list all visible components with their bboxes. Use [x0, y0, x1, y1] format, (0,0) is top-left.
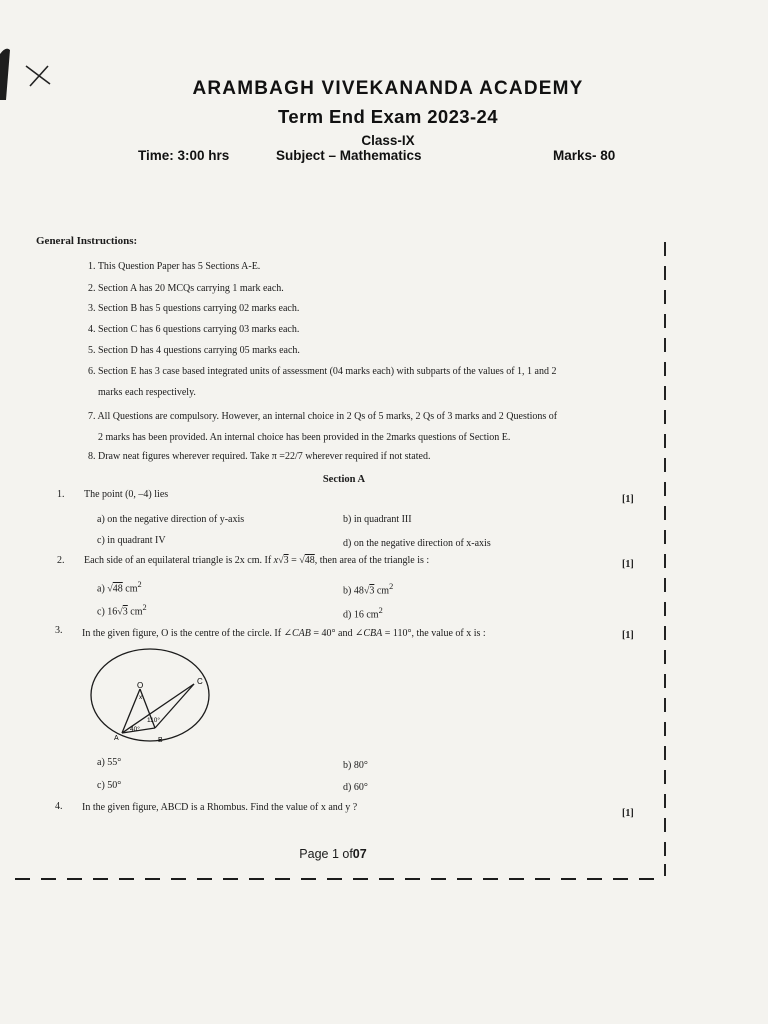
instruction-number: 8. — [88, 451, 96, 462]
exam-time: Time: 3:00 hrs — [138, 148, 230, 163]
option-c: c) 50° — [97, 780, 122, 791]
instruction-item — [88, 367, 557, 377]
option-d: d) 60° — [343, 782, 368, 793]
option-a: a) √48 $cm^2$ — [97, 580, 142, 595]
instruction-item — [88, 304, 299, 314]
instruction-item — [88, 284, 284, 294]
label-c: C — [197, 677, 203, 686]
label-b: B — [158, 737, 163, 744]
instruction-text: Section E has 3 case based integrated units of assessment (04 marks each) with subparts of the values of 1, 1 and 2 — [98, 366, 557, 377]
exam-title: Term End Exam 2023-24 — [278, 106, 498, 127]
class-label: Class-IX — [361, 133, 415, 148]
instruction-item — [88, 262, 260, 272]
instruction-number: 7. — [88, 411, 96, 422]
option-c: c) in quadrant IV — [97, 535, 166, 546]
instruction-text: Section B has 5 questions carrying 02 marks each. — [98, 303, 300, 314]
instruction-text: Section C has 6 questions carrying 03 marks each. — [98, 324, 300, 335]
question-marks: [1] — [622, 494, 634, 505]
question-text: Each side of an equilateral triangle is 2x cm. If x√3 = √48, then area of the triangle is : — [84, 555, 430, 566]
page-number: Page 1 of07 — [299, 847, 367, 861]
instruction-number: 4. — [88, 324, 96, 335]
instructions-title: General Instructions: — [36, 235, 138, 247]
instruction-text: Section D has 4 questions carrying 05 marks each. — [98, 345, 300, 356]
option-b: b) 80° — [343, 760, 368, 771]
label-a: A — [114, 735, 119, 742]
option-d: d) on the negative direction of x-axis — [343, 538, 491, 549]
section-title: Section A — [322, 474, 366, 485]
instruction-number: 5. — [88, 345, 96, 356]
label-angle-b: 110° — [147, 717, 160, 724]
question-number: 2. — [57, 555, 65, 566]
dashed-divider — [15, 878, 665, 880]
instruction-number: 3. — [88, 303, 96, 314]
instruction-text: Section A has 20 MCQs carrying 1 mark each. — [98, 283, 284, 294]
circle — [91, 649, 209, 741]
instruction-number: 2. — [88, 283, 96, 294]
option-c: c) 16√3 $cm^2$ — [97, 603, 147, 618]
instruction-item — [88, 452, 430, 462]
label-o: O — [137, 681, 144, 690]
instruction-item — [88, 346, 300, 356]
exam-marks: Marks- 80 — [553, 148, 616, 163]
instruction-number: 6. — [88, 366, 96, 377]
option-b: b) 48√3 $cm^2$ — [343, 582, 394, 597]
question-marks: [1] — [622, 559, 634, 570]
instruction-item — [88, 412, 557, 422]
question-text: In the given figure, ABCD is a Rhombus. Find the value of x and y ? — [82, 802, 358, 813]
exam-subject: Subject – Mathematics — [276, 148, 422, 163]
instruction-continuation: 2 marks has been provided. An internal choice has been provided in the 2marks questions of Section E. — [98, 432, 511, 443]
instruction-number: 1. — [88, 261, 96, 272]
question-marks: [1] — [622, 630, 634, 641]
instruction-text: Draw neat figures wherever required. Take π =22/7 wherever required if not stated. — [98, 451, 431, 462]
question-number: 1. — [57, 489, 65, 500]
instruction-continuation: marks each respectively. — [98, 387, 196, 398]
circle-figure — [85, 645, 220, 750]
question-number: 3. — [55, 625, 63, 636]
question-marks: [1] — [622, 808, 634, 819]
instruction-text: All Questions are compulsory. However, an internal choice in 2 Qs of 5 marks, 2 Qs of 3 marks and 2 Questions of — [97, 411, 558, 422]
option-a: a) on the negative direction of y-axis — [97, 514, 245, 525]
school-name: ARAMBAGH VIVEKANANDA ACADEMY — [192, 78, 584, 99]
option-d: d) 16 $cm^2$ — [343, 606, 383, 621]
question-text: The point (0, –4) lies — [84, 489, 169, 500]
instruction-item — [88, 325, 299, 335]
label-angle-a: 40° — [130, 726, 140, 733]
instruction-text: This Question Paper has 5 Sections A-E. — [97, 261, 261, 272]
option-b: b) in quadrant III — [343, 514, 412, 525]
question-number: 4. — [55, 801, 63, 812]
label-x: x — [139, 694, 143, 701]
question-text: In the given figure, O is the centre of the circle. If ∠CAB = 40° and ∠CBA = 110°, the value of x is : — [82, 628, 486, 639]
option-a: a) 55° — [97, 757, 122, 768]
